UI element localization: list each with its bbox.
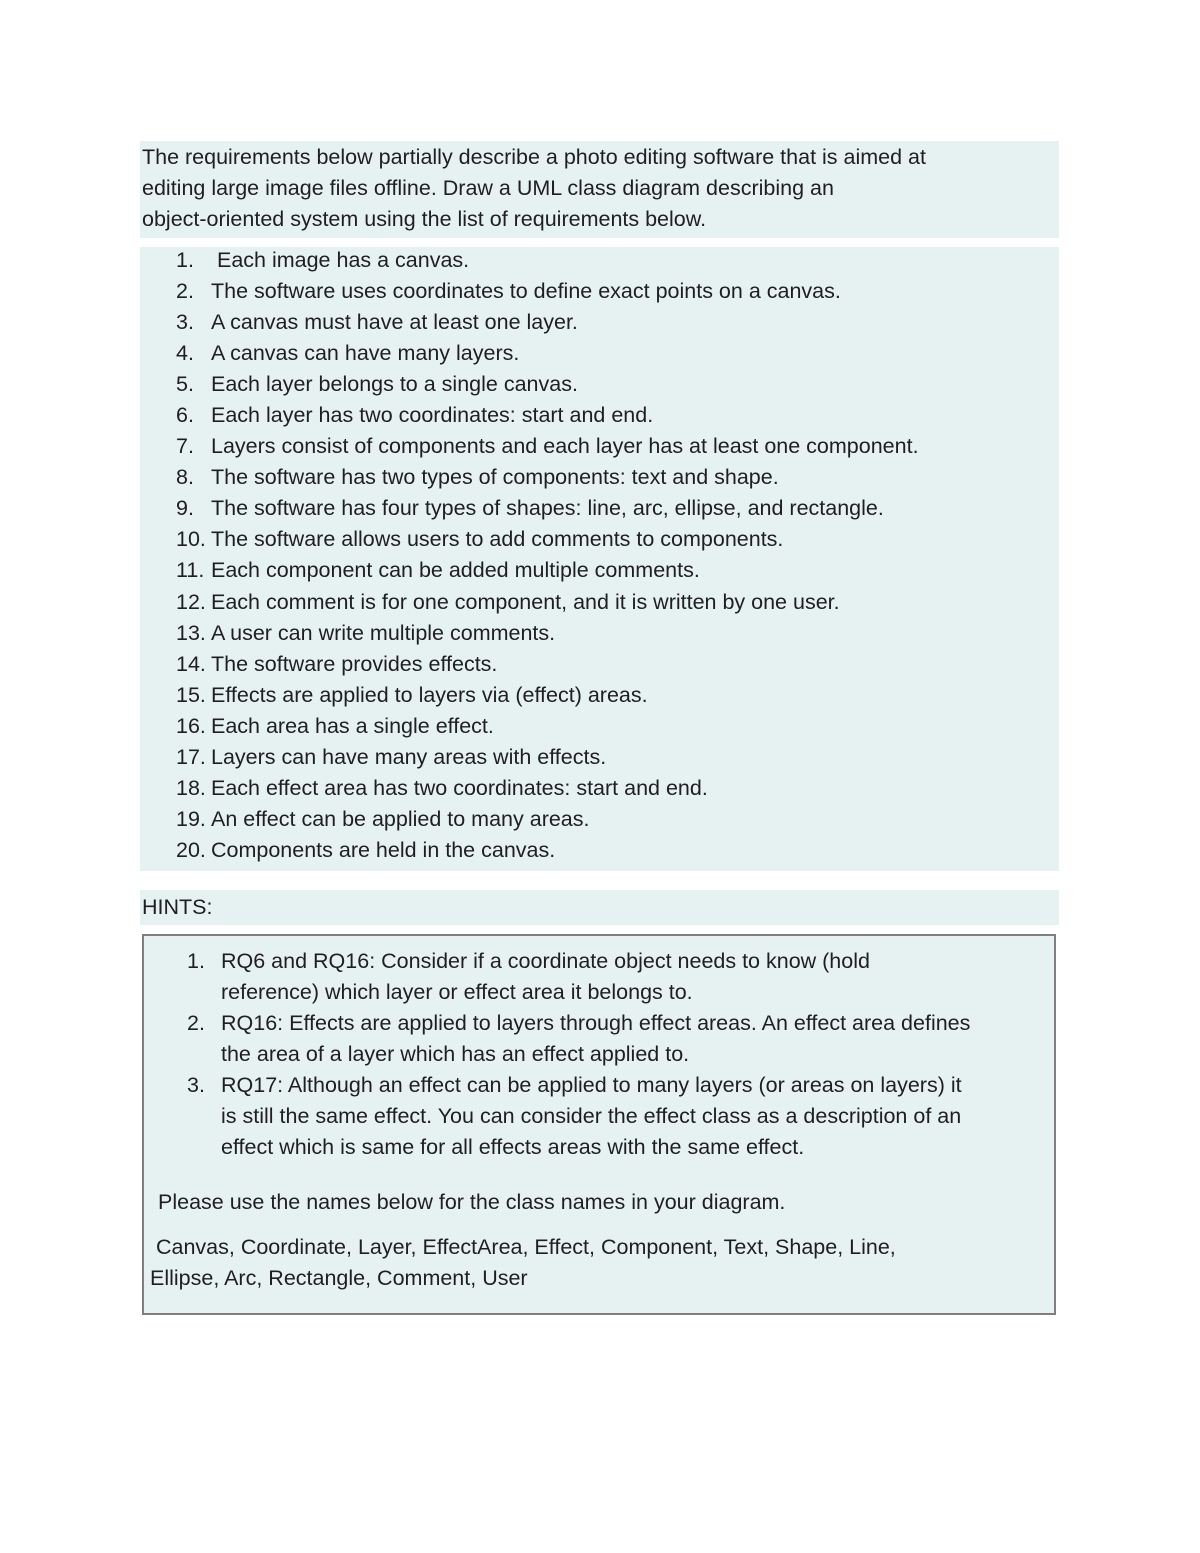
requirement-number: 13. [176, 621, 206, 645]
requirement-text: Each image has a canvas. [211, 248, 470, 272]
hint-number: 3. [187, 1073, 205, 1097]
intro-line: editing large image files offline. Draw a UML class diagram describing an [142, 176, 834, 200]
requirement-text: The software provides effects. [211, 652, 498, 676]
requirement-text: Layers consist of components and each layer has at least one component. [211, 434, 919, 458]
requirement-number: 16. [176, 714, 206, 738]
requirement-number: 19. [176, 807, 206, 831]
intro-line: The requirements below partially describe a photo editing software that is aimed at [142, 145, 926, 169]
requirement-text: A canvas can have many layers. [211, 341, 520, 365]
hint-number: 2. [187, 1011, 205, 1035]
requirement-text: Each area has a single effect. [211, 714, 494, 738]
hint-line: RQ6 and RQ16: Consider if a coordinate object needs to know (hold [221, 949, 870, 973]
requirement-text: Each component can be added multiple comments. [211, 558, 700, 582]
class-names-line: Ellipse, Arc, Rectangle, Comment, User [150, 1266, 528, 1290]
hint-text [221, 1008, 1049, 1070]
requirement-text: The software has four types of shapes: line, arc, ellipse, and rectangle. [211, 496, 884, 520]
requirement-number: 1. [176, 248, 194, 272]
requirement-number: 15. [176, 683, 206, 707]
requirement-number: 8. [176, 465, 194, 489]
requirement-text: The software has two types of components: text and shape. [211, 465, 779, 489]
requirement-number: 4. [176, 341, 194, 365]
hint-line: RQ16: Effects are applied to layers through effect areas. An effect area defines [221, 1011, 971, 1035]
requirement-number: 14. [176, 652, 206, 676]
hint-line: is still the same effect. You can consider the effect class as a description of an [221, 1104, 962, 1128]
requirement-number: 7. [176, 434, 194, 458]
requirement-number: 6. [176, 403, 194, 427]
intro-paragraph [140, 141, 1059, 238]
requirement-number: 18. [176, 776, 206, 800]
requirement-number: 11. [176, 558, 205, 582]
hints-heading: HINTS: [140, 890, 1059, 925]
requirement-number: 9. [176, 496, 194, 520]
requirement-number: 12. [176, 590, 206, 614]
requirement-number: 3. [176, 310, 194, 334]
hint-line: reference) which layer or effect area it belongs to. [221, 980, 693, 1004]
requirement-text: Components are held in the canvas. [211, 838, 556, 862]
requirement-text: Effects are applied to layers via (effect) areas. [211, 683, 648, 707]
intro-line: object-oriented system using the list of requirements below. [142, 207, 707, 231]
class-names-list [150, 1232, 1030, 1294]
hint-text [221, 1070, 1049, 1163]
requirement-text: Each effect area has two coordinates: start and end. [211, 776, 708, 800]
class-names-line: Canvas, Coordinate, Layer, EffectArea, Effect, Component, Text, Shape, Line, [150, 1235, 896, 1259]
requirement-number: 10. [176, 527, 206, 551]
hint-line: RQ17: Although an effect can be applied to many layers (or areas on layers) it [221, 1073, 962, 1097]
hint-line: the area of a layer which has an effect applied to. [221, 1042, 690, 1066]
requirement-text: Each layer belongs to a single canvas. [211, 372, 578, 396]
requirement-text: An effect can be applied to many areas. [211, 807, 590, 831]
requirement-text: A user can write multiple comments. [211, 621, 556, 645]
requirement-number: 20. [176, 838, 206, 862]
requirement-text: The software allows users to add comments to components. [211, 527, 784, 551]
requirement-number: 2. [176, 279, 194, 303]
requirements-list [140, 247, 1059, 871]
class-names-note: Please use the names below for the class names in your diagram. [158, 1190, 786, 1214]
requirement-number: 5. [176, 372, 194, 396]
requirement-text: Each layer has two coordinates: start and end. [211, 403, 654, 427]
hint-text [221, 946, 1049, 1008]
requirement-text: A canvas must have at least one layer. [211, 310, 578, 334]
requirement-number: 17. [176, 745, 206, 769]
hint-line: effect which is same for all effects areas with the same effect. [221, 1135, 805, 1159]
requirement-text: Each comment is for one component, and it is written by one user. [211, 590, 840, 614]
requirement-text: Layers can have many areas with effects. [211, 745, 607, 769]
hints-box [142, 934, 1056, 1315]
hint-number: 1. [187, 949, 205, 973]
requirement-text: The software uses coordinates to define exact points on a canvas. [211, 279, 841, 303]
